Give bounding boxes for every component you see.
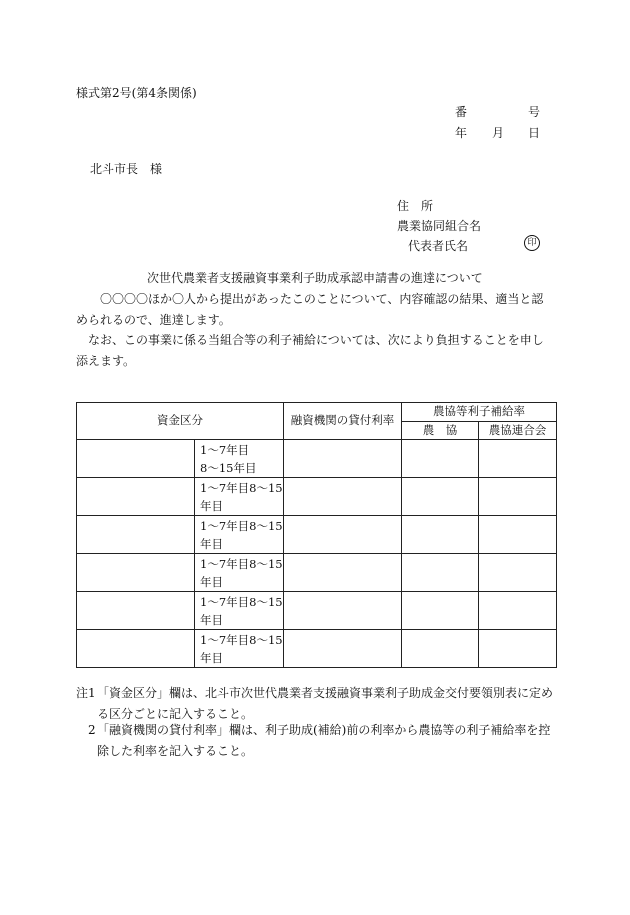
- representative-label: 代表者氏名: [408, 239, 469, 253]
- term-text: 1〜7年目8〜15: [200, 633, 283, 647]
- header-federation: 農協連合会: [479, 422, 557, 440]
- fund-category-cell[interactable]: [77, 592, 195, 630]
- loan-rate-cell[interactable]: [284, 592, 402, 630]
- number-go-label: 号: [528, 105, 541, 119]
- nokyo-rate-cell[interactable]: [402, 478, 479, 516]
- address-label: 住 所: [397, 199, 434, 213]
- federation-rate-cell[interactable]: [479, 516, 557, 554]
- loan-rate-cell[interactable]: [284, 516, 402, 554]
- term-text: 1〜7年目8〜15: [200, 519, 283, 533]
- header-loan-rate: 融資機関の貸付利率: [284, 403, 402, 440]
- interest-rate-table: [76, 402, 557, 668]
- table-row: [77, 478, 557, 516]
- fund-category-cell[interactable]: [77, 516, 195, 554]
- table-row: [77, 630, 557, 668]
- form-number: 様式第2号(第4条関係): [76, 86, 197, 100]
- note-2-text: 「融資機関の貸付利率」欄は、利子助成(補給)前の利率から農協等の利子補給率を控除した利率を記入すること。: [97, 723, 551, 758]
- fund-category-cell[interactable]: [77, 478, 195, 516]
- note-1-text: 「資金区分」欄は、北斗市次世代農業者支援融資事業利子助成金交付要領別表に定める区分ごとに記入すること。: [97, 686, 554, 721]
- loan-rate-cell[interactable]: [284, 440, 402, 478]
- loan-rate-cell[interactable]: [284, 554, 402, 592]
- term-text: 1〜7年目8〜15: [200, 557, 283, 571]
- term-text: 年目: [200, 651, 223, 665]
- document-title: 次世代農業者支援融資事業利子助成承認申請書の進達について: [147, 271, 483, 285]
- term-text: 1〜7年目8〜15: [200, 595, 283, 609]
- note-1-mark: 注1: [76, 686, 96, 700]
- table-row: [77, 554, 557, 592]
- nokyo-rate-cell[interactable]: [402, 516, 479, 554]
- seal-icon: 印: [524, 235, 540, 251]
- note-1: [76, 683, 556, 725]
- date-day-label: 日: [528, 126, 541, 140]
- term-cell: [195, 592, 284, 630]
- header-fund-category: 資金区分: [77, 403, 284, 440]
- term-cell: [195, 478, 284, 516]
- header-nokyo: 農 協: [402, 422, 479, 440]
- note-2-mark: 2: [88, 723, 96, 737]
- body-paragraph-1: 〇〇〇〇ほか〇人から提出があったこのことについて、内容確認の結果、適当と認められるので、進達します。: [76, 292, 544, 327]
- fund-category-cell[interactable]: [77, 440, 195, 478]
- fund-category-cell[interactable]: [77, 554, 195, 592]
- term-cell: [195, 440, 284, 478]
- term-text: 8〜15年目: [200, 461, 257, 475]
- nokyo-rate-cell[interactable]: [402, 440, 479, 478]
- table-row: [77, 516, 557, 554]
- organization-label: 農業協同組合名: [397, 219, 482, 233]
- addressee: 北斗市長 様: [90, 162, 163, 176]
- fund-category-cell[interactable]: [77, 630, 195, 668]
- nokyo-rate-cell[interactable]: [402, 630, 479, 668]
- term-cell: [195, 554, 284, 592]
- federation-rate-cell[interactable]: [479, 554, 557, 592]
- term-cell: [195, 630, 284, 668]
- federation-rate-cell[interactable]: [479, 440, 557, 478]
- term-text: 年目: [200, 499, 223, 513]
- header-subsidy-rate: 農協等利子補給率: [402, 403, 557, 422]
- date-year-label: 年: [455, 126, 468, 140]
- date-month-label: 月: [492, 126, 505, 140]
- term-text: 年目: [200, 537, 223, 551]
- term-text: 年目: [200, 613, 223, 627]
- table-row: [77, 440, 557, 478]
- federation-rate-cell[interactable]: [479, 630, 557, 668]
- term-cell: [195, 516, 284, 554]
- number-ban-label: 番: [455, 105, 468, 119]
- nokyo-rate-cell[interactable]: [402, 554, 479, 592]
- term-text: 1〜7年目: [200, 443, 250, 457]
- loan-rate-cell[interactable]: [284, 478, 402, 516]
- table-row: [77, 592, 557, 630]
- note-2: [76, 720, 556, 762]
- nokyo-rate-cell[interactable]: [402, 592, 479, 630]
- loan-rate-cell[interactable]: [284, 630, 402, 668]
- term-text: 年目: [200, 575, 223, 589]
- body-paragraph-2: なお、この事業に係る当組合等の利子補給については、次により負担することを申し添えます。: [76, 333, 544, 368]
- federation-rate-cell[interactable]: [479, 592, 557, 630]
- term-text: 1〜7年目8〜15: [200, 481, 283, 495]
- federation-rate-cell[interactable]: [479, 478, 557, 516]
